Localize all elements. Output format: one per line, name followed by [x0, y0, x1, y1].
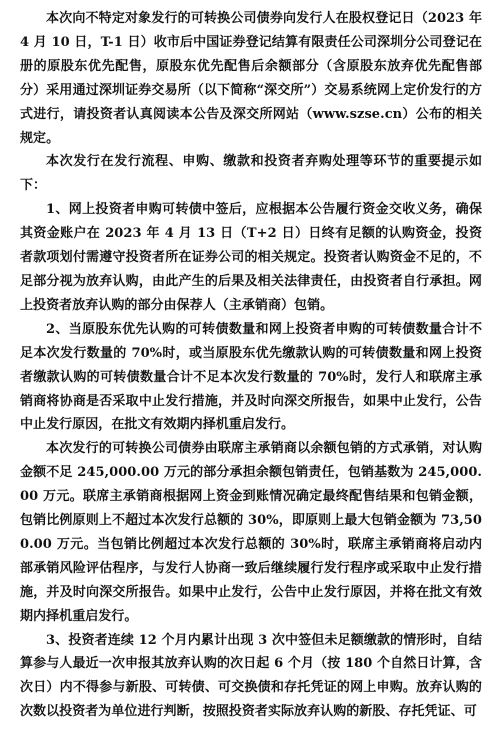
paragraph-item-2-suspension: 2、当原股东优先认购的可转债数量和网上投资者申购的可转债数量合计不足本次发行数量的 70%时，或当原股东优先缴款认购的可转债数量和网上投资者缴款认购的可转债数量合计不足本次发行数量的 70%时，发行人和联席主承销商将协商是否采取中止发行措施，并及时向深交所报告，如果中止发行，公告中止发行原因，在批文有效期内择机重启发行。	[20, 321, 482, 433]
paragraph-item-3-default: 3、投资者连续 12 个月内累计出现 3 次中签但未足额缴款的情形时，自结算参与人最近一次申报其放弃认购的次日起 6 个月（按 180 个自然日计算，含次日）内不得参与新股、可转债、可交换债和存托凭证的网上申购。放弃认购的次数以投资者为单位进行判断，按照投资者实际放弃认购的新股、存托凭证、可	[20, 632, 482, 720]
paragraph-important-notice: 本次发行在发行流程、申购、缴款和投资者弃购处理等环节的重要提示如下：	[20, 154, 482, 194]
paragraph-issuance-method: 本次向不特定对象发行的可转换公司债券向发行人在股权登记日（2023 年 4 月 10 日，T-1 日）收市后中国证券登记结算有限责任公司深圳分公司登记在册的原股东优先配售，原股东优先配售后余额部分（含原股东放弃优先配售部分）采用通过深圳证券交易所（以下简称“深交所”）交易系统网上定价发行的方式进行，请投资者认真阅读本公告及深交所网站（www.szse.cn）公布的相关规定。	[20, 11, 482, 146]
paragraph-item-1-payment: 1、网上投资者申购可转债中签后，应根据本公告履行资金交收义务，确保其资金账户在 2023 年 4 月 13 日（T+2 日）日终有足额的认购资金，投资者款项划付需遵守投资者所在证券公司的相关规定。投资者认购资金不足的，不足部分视为放弃认购，由此产生的后果及相关法律责任，由投资者自行承担。网上投资者放弃认购的部分由保荐人（主承销商）包销。	[20, 202, 482, 313]
paragraph-underwriting: 本次发行的可转换公司债券由联席主承销商以余额包销的方式承销，对认购金额不足 245,000.00 万元的部分承担余额包销责任，包销基数为 245,000.00 万元。联席主承销商根据网上资金到账情况确定最终配售结果和包销金额，包销比例原则上不超过本次发行总额的 30%，即原则上最大包销金额为 73,500.00 万元。当包销比例超过本次发行总额的 30%时，联席主承销商将启动内部承销风险评估程序，与发行人协商一致后继续履行发行程序或采取中止发行措施，并及时向深交所报告。如果中止发行，公告中止发行原因，并将在批文有效期内择机重启发行。	[20, 441, 482, 624]
